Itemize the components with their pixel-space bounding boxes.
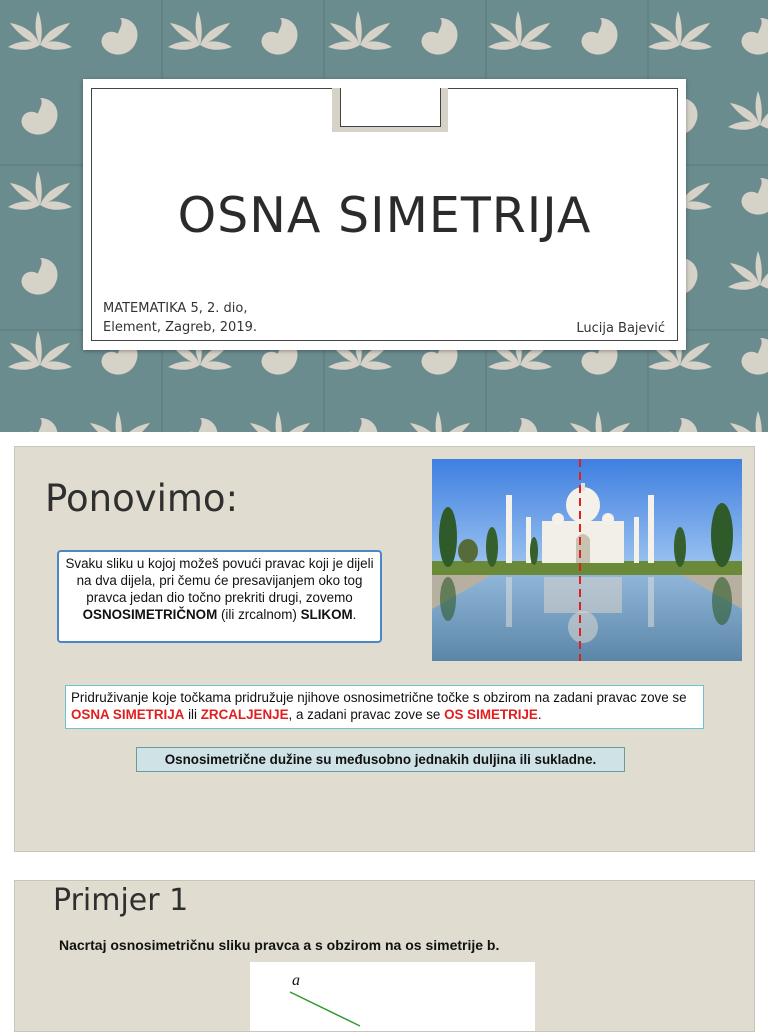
callout-text-part1: Svaku sliku u kojoj možeš povući pravac koji je dijeli na dva dijela, pri čemu će presavijanjem oko tog pravca jedan dio točno prekriti drugi, zovemo <box>65 556 374 605</box>
definition-text-part3: , a zadani pravac zove se <box>288 707 445 722</box>
title-card-tab <box>332 88 448 132</box>
example-slide <box>14 880 755 1032</box>
callout-text-part3: . <box>352 607 357 622</box>
callout-bold-term2: SLIKOM <box>300 607 353 622</box>
taj-mahal-photo <box>432 459 742 661</box>
example-task: Nacrtaj osnosimetričnu sliku pravca a s obzirom na os simetrije b. <box>59 937 500 953</box>
title-slide <box>0 0 768 432</box>
term-osna-simetrija: OSNA SIMETRIJA <box>71 707 185 722</box>
example-heading: Primjer 1 <box>53 883 189 918</box>
definition-text-part2: ili <box>184 707 201 722</box>
title-card <box>83 79 686 350</box>
callout-bold-term1: OSNOSIMETRIČNOM <box>82 607 218 622</box>
example-drawing <box>250 962 535 1032</box>
title-card-tab-inner <box>340 88 441 127</box>
source-line-1: MATEMATIKA 5, 2. dio, <box>103 301 248 316</box>
source-line-2: Element, Zagreb, 2019. <box>103 320 258 335</box>
presentation-title: OSNA SIMETRIJA <box>177 187 592 244</box>
definition-text-part1: Pridruživanje koje točkama pridružuje njihove osnosimetrične točke s obzirom na zadani pravac zove se <box>71 690 687 705</box>
callout-text-part2: (ili zrcalnom) <box>217 607 301 622</box>
term-os-simetrije: OS SIMETRIJE <box>444 707 538 722</box>
line-a-label: a <box>292 972 300 989</box>
congruence-note: Osnosimetrične dužine su međusobno jednakih duljina ili sukladne. <box>136 747 625 772</box>
review-heading: Ponovimo: <box>45 477 239 520</box>
author-name: Lucija Bajević <box>576 321 665 336</box>
review-slide <box>14 446 755 852</box>
title-card-frame <box>91 88 678 341</box>
symmetry-definition-box <box>65 685 704 729</box>
definition-callout <box>57 550 382 643</box>
definition-text-part4: . <box>537 707 542 722</box>
term-zrcaljenje: ZRCALJENJE <box>200 707 289 722</box>
